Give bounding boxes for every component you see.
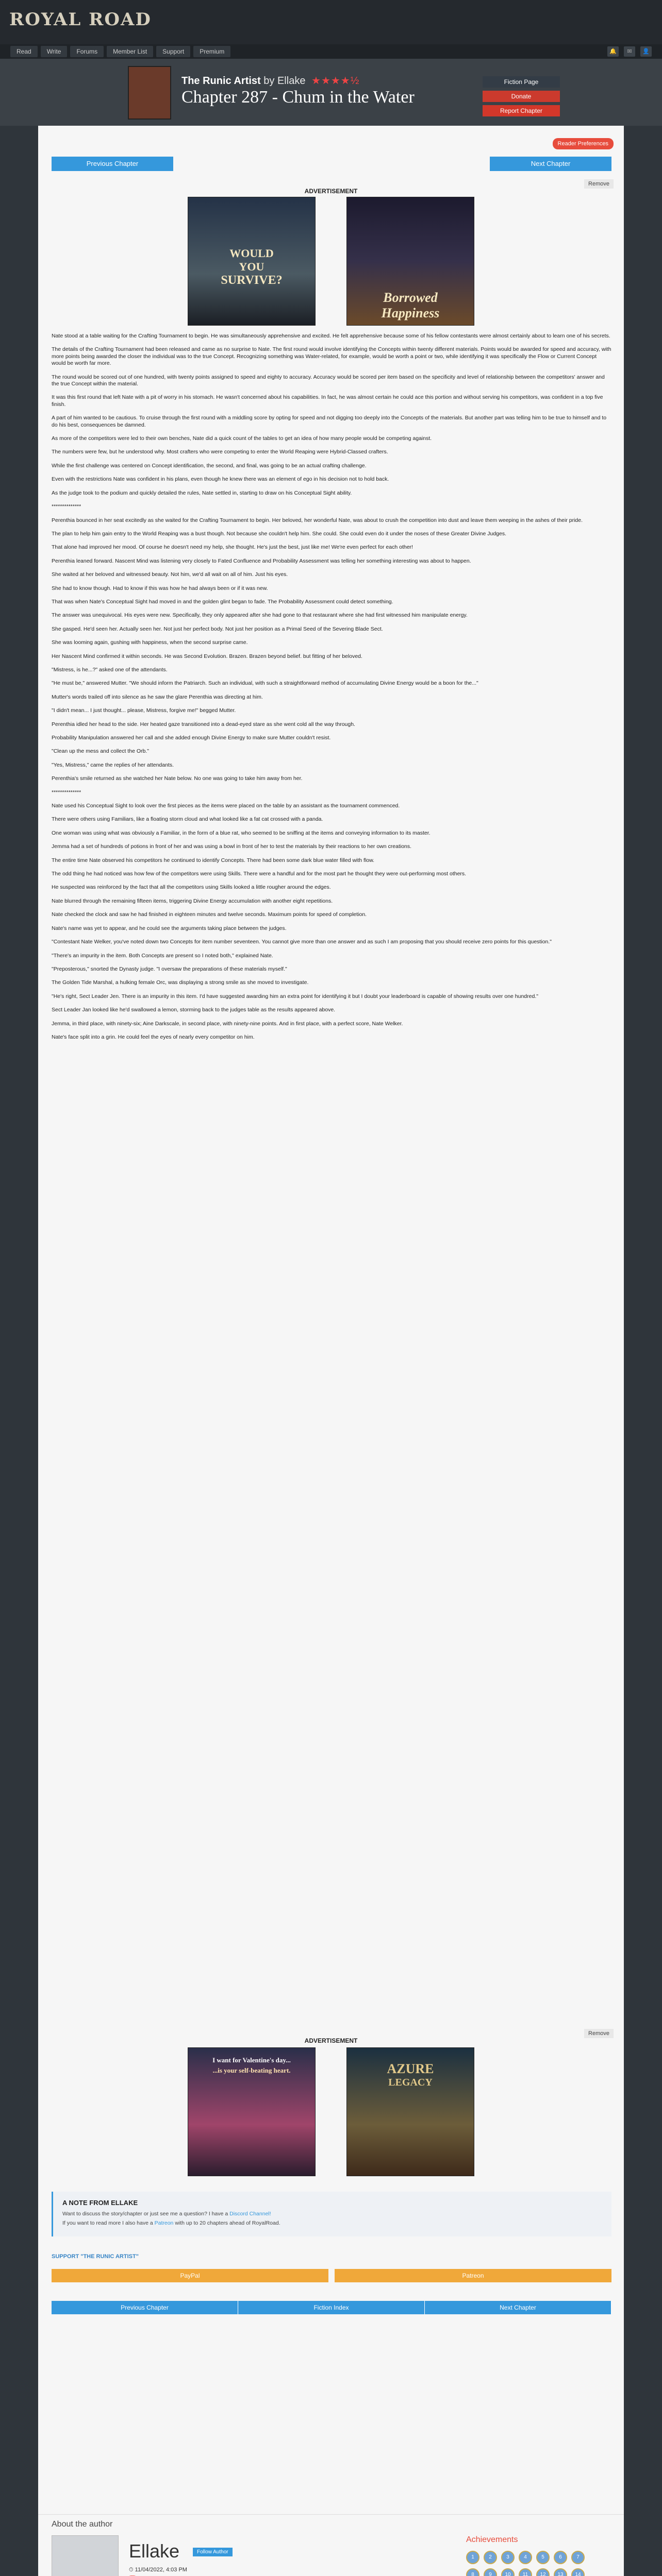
chapter-paragraph: She had to know though. Had to know if this was how he had always been or if it was new. <box>52 585 268 591</box>
chapter-paragraph: "Mistress, is he...?" asked one of the attendants. <box>52 666 168 673</box>
achievement-medal-icon[interactable]: 5 <box>536 2551 550 2564</box>
chapter-paragraph: While the first challenge was centered on Concept identification, the second, and final, was going to be an actual crafting challenge. <box>52 462 367 469</box>
chapter-paragraph: The numbers were few, but he understood why. Most crafters who were competing to enter the World Reaping were Hybrid-Classed crafters. <box>52 449 388 455</box>
chapter-paragraph: Nate's face split into a grin. He could feel the eyes of nearly every competitor on him. <box>52 1033 255 1040</box>
chapter-paragraph: Her Nascent Mind confirmed it within seconds. He was Second Evolution. Brazen. Brazen beyond belief. but fitting of her beloved. <box>52 653 362 659</box>
top-bar <box>0 0 662 44</box>
chapter-paragraph: "Preposterous," snorted the Dynasty judge. "I oversaw the preparations of these materials myself." <box>52 965 287 972</box>
fiction-page-button[interactable]: Fiction Page <box>483 76 560 88</box>
chapter-paragraph: "He must be," answered Mutter. "We should inform the Patriarch. Such an individual, with such a straightforward method of accumulating Divine Energy would be a boon for the..." <box>52 680 478 687</box>
nav-premium[interactable]: Premium <box>193 46 230 57</box>
nav-write[interactable]: Write <box>41 46 68 57</box>
chapter-paragraph: One woman was using what was obviously a Familiar, in the form of a blue rat, who seemed to be sniffing at the items and conveying information to its master. <box>52 829 431 836</box>
chapter-paragraph: Nate blurred through the remaining fifteen items, triggering Divine Energy accumulation with another eight repetitions. <box>52 897 333 904</box>
fiction-header <box>0 59 662 126</box>
ad1-line1: WOULD <box>229 247 274 260</box>
achievement-medal-icon[interactable]: 2 <box>484 2551 497 2564</box>
about-author-heading: About the author <box>52 2520 113 2529</box>
author-joined: 11/04/2022, 4:03 PM <box>135 2567 187 2573</box>
main-nav <box>0 44 662 59</box>
clock-icon: ⏱ <box>129 2567 135 2573</box>
about-author <box>38 2514 624 2576</box>
previous-chapter-button[interactable]: Previous Chapter <box>52 157 173 171</box>
author-avatar[interactable] <box>52 2535 119 2576</box>
chapter-paragraph: Perenthia idled her head to the side. Her heated gaze transitioned into a dead-eyed stare as she went cold all the way through. <box>52 721 355 727</box>
nav-read[interactable]: Read <box>10 46 38 57</box>
patreon-button[interactable]: Patreon <box>335 2269 611 2282</box>
chapter-paragraph: A part of him wanted to be cautious. To cruise through the first round with a middling score by opting for speed and not digging too deeply into the Concepts of the materials. But another part was telling him to be true to himself and to do his best, consequences be damned. <box>52 415 607 428</box>
chapter-paragraph: The details of the Crafting Tournament had been released and came as no surprise to Nate. The first round would involve identifying the Concepts within twenty different materials. Points would be awarded for speed and accuracy, with more points being awarded the closer the individual was to the true Concept. Recognizing something was Water-related, for example, would be worth a point or two, while identifying it was specifically the Flow or Current Concept would be worth far more. <box>52 346 611 367</box>
achievement-medal-icon[interactable]: 13 <box>554 2568 567 2576</box>
bottom-previous-chapter[interactable]: Previous Chapter <box>52 2301 238 2314</box>
chapter-paragraph: He suspected was reinforced by the fact that all the competitors using Skills looked a little rougher around the edges. <box>52 884 331 891</box>
nav-forums[interactable]: Forums <box>70 46 104 57</box>
achievement-medal-icon[interactable]: 14 <box>571 2568 585 2576</box>
by-label: by <box>263 75 275 87</box>
author-name[interactable]: Ellake <box>129 2540 180 2562</box>
site-logo[interactable]: ROYAL ROAD <box>9 9 152 30</box>
chapter-paragraph: "Contestant Nate Welker, you've noted down two Concepts for item number seventeen. You cannot give more than one answer and as such I am proposing that you should receive zero points for this question." <box>52 939 552 945</box>
nav-member-list[interactable]: Member List <box>107 46 153 57</box>
chapter-paragraph: The round would be scored out of one hundred, with twenty points assigned to speed and eighty to accuracy. Accuracy would be scored per item based on the specificity and level of relationship between the competitors' answer and the true Concept within the material. <box>52 374 605 387</box>
ad1-line2: YOU <box>239 260 264 273</box>
remove-ads-button[interactable]: Remove <box>584 179 614 189</box>
mail-icon[interactable]: ✉ <box>624 46 635 57</box>
achievement-medal-icon[interactable]: 7 <box>571 2551 585 2564</box>
support-heading: SUPPORT "THE RUNIC ARTIST" <box>52 2253 139 2260</box>
ad4-line1: AZURE <box>387 2061 434 2076</box>
chapter-paragraph: The plan to help him gain entry to the World Reaping was a bust though. Not because she couldn't help him. She could. She could even do it under the noses of these Greater Divine Judges. <box>52 530 507 537</box>
bell-icon[interactable]: 🔔 <box>607 46 619 57</box>
ad3-line2: ...is your self-beating heart. <box>212 2066 291 2074</box>
author-info <box>129 2565 190 2576</box>
ad-banner-borrowed-happiness[interactable] <box>346 197 474 326</box>
next-chapter-button[interactable]: Next Chapter <box>490 157 611 171</box>
chapter-paragraph: "I didn't mean... I just thought... please, Mistress, forgive me!" begged Mutter. <box>52 707 236 714</box>
nav-support[interactable]: Support <box>156 46 190 57</box>
fiction-cover[interactable] <box>128 66 171 120</box>
chapter-paragraph: The Golden Tide Marshal, a hulking female Orc, was displaying a strong smile as she moved to investigate. <box>52 979 309 986</box>
ad2-line2: Happiness <box>381 306 440 320</box>
chapter-paragraph: The answer was unequivocal. His eyes were new. Specifically, they only appeared after she had gone to that restaurant where she had first witnessed him manipulate energy. <box>52 612 468 619</box>
follow-author-badge[interactable]: Follow Author <box>193 2548 233 2556</box>
chapter-paragraph: The entire time Nate observed his competitors he continued to identify Concepts. There had been some dark blue water filled with flow. <box>52 857 375 863</box>
achievement-medal-icon[interactable]: 4 <box>519 2551 532 2564</box>
chapter-nav-bottom <box>52 2301 611 2314</box>
chapter-paragraph: ************** <box>52 789 81 795</box>
chapter-paragraph: "He's right, Sect Leader Jen. There is an impurity in this item. I'd have suggested awarding him an extra point for identifying it but I doubt your leaderboard is capable of showing results over one hundred." <box>52 993 538 999</box>
chapter-body <box>52 333 611 1047</box>
chapter-paragraph: There were others using Familiars, like a floating storm cloud and what looked like a fat cat crossed with a panda. <box>52 816 323 823</box>
ad-label-2: ADVERTISEMENT <box>304 2037 358 2044</box>
bottom-fiction-index[interactable]: Fiction Index <box>238 2301 425 2314</box>
author-note <box>52 2192 611 2236</box>
support-buttons <box>52 2269 611 2282</box>
chapter-paragraph: The odd thing he had noticed was how few of the competitors were using Skills. There were a handful and for the most part he thought they were out-performing most others. <box>52 871 467 877</box>
patreon-link[interactable]: Patreon <box>154 2220 174 2226</box>
ad4-line2: LEGACY <box>388 2077 433 2088</box>
ad1-line3: SURVIVE? <box>221 274 283 287</box>
chapter-paragraph: Perenthia's smile returned as she watched her Nate below. No one was going to take him away from her. <box>52 775 303 782</box>
achievement-medal-icon[interactable]: 10 <box>501 2568 515 2576</box>
chapter-content <box>38 126 624 2514</box>
fiction-actions <box>483 76 560 120</box>
achievement-medal-icon[interactable]: 11 <box>519 2568 532 2576</box>
chapter-paragraph: ************** <box>52 503 81 510</box>
rating-stars: ★★★★½ <box>311 75 360 87</box>
achievement-medal-icon[interactable]: 3 <box>501 2551 515 2564</box>
achievement-medal-icon[interactable]: 1 <box>466 2551 479 2564</box>
chapter-paragraph: "Yes, Mistress," came the replies of her attendants. <box>52 761 174 768</box>
chapter-paragraph: Nate checked the clock and saw he had finished in eighteen minutes and twelve seconds. Maximum points for speed of completion. <box>52 911 367 918</box>
ad2-line1: Borrowed <box>383 290 438 305</box>
achievement-medal-icon[interactable]: 9 <box>484 2568 497 2576</box>
chapter-paragraph: Jemma, in third place, with ninety-six; Aine Darkscale, in second place, with ninety-nine points. And in first place, with a perfect score, Nate Welker. <box>52 1020 403 1027</box>
chapter-paragraph: Perenthia bounced in her seat excitedly as she waited for the Crafting Tournament to begin. Her beloved, her wonderful Nate, was about to crush the competition into dust and leave them weeping in the ashes of their pride. <box>52 517 583 523</box>
chapter-paragraph: As more of the competitors were led to their own benches, Nate did a quick count of the tables to get an idea of how many people would be competing against. <box>52 435 432 442</box>
chapter-paragraph: "Clean up the mess and collect the Orb." <box>52 748 149 755</box>
achievement-medal-icon[interactable]: 8 <box>466 2568 479 2576</box>
chapter-paragraph: It was this first round that left Nate with a pit of worry in his stomach. He wasn't concerned about his capabilities. In fact, he was almost certain he could ace this portion and without serving his competitors, was confident in a top five finish. <box>52 394 603 408</box>
chapter-paragraph: Nate used his Conceptual Sight to look over the first pieces as the items were placed on the table by an assistant as the tournament commenced. <box>52 803 400 809</box>
user-icon[interactable]: 👤 <box>640 46 652 57</box>
chapter-paragraph: Jemma had a set of hundreds of potions in front of her and was using a bowl in front of her to test the materials by their reactions to her own creations. <box>52 843 412 850</box>
ad3-line1: I want for Valentine's day... <box>212 2056 291 2064</box>
chapter-paragraph: Nate stood at a table waiting for the Crafting Tournament to begin. He was simultaneously apprehensive and excited. He felt apprehensive because some of his fellow contestants were almost certainly about to learn one of his secrets. <box>52 333 610 339</box>
chapter-paragraph: Perenthia leaned forward. Nascent Mind was listening very closely to Fated Confluence and Probability Assessment was telling her something interesting was about to happen. <box>52 557 471 564</box>
reader-preferences-button[interactable]: Reader Preferences <box>553 138 614 149</box>
discord-link[interactable]: Discord Channel! <box>229 2211 271 2217</box>
remove-ads-button-2[interactable]: Remove <box>584 2029 614 2038</box>
ad-banner-valentine[interactable] <box>188 2047 316 2176</box>
chapter-paragraph: Probability Manipulation answered her call and she added enough Divine Energy to make sure Mutter couldn't resist. <box>52 735 331 741</box>
achievement-medals <box>466 2551 600 2576</box>
chapter-title: Chapter 287 - Chum in the Water <box>181 88 415 107</box>
chapter-paragraph: She waited at her beloved and witnessed beauty. Not him, we'd all wait on all of him. Just his eyes. <box>52 571 288 578</box>
fiction-title[interactable]: The Runic Artist <box>181 75 261 87</box>
chapter-paragraph: "There's an impurity in the item. Both Concepts are present so I noted both," explained Nate. <box>52 952 273 959</box>
donate-button[interactable]: Donate <box>483 91 560 102</box>
chapter-paragraph: As the judge took to the podium and quickly detailed the rules, Nate settled in, starting to draw on his Conceptual Sight ability. <box>52 489 352 496</box>
ad-banner-survive[interactable] <box>188 197 316 326</box>
chapter-paragraph: Nate's name was yet to appear, and he could see the arguments taking place between the judges. <box>52 925 287 931</box>
achievement-medal-icon[interactable]: 12 <box>536 2568 550 2576</box>
bottom-next-chapter[interactable]: Next Chapter <box>425 2301 611 2314</box>
author-note-line1: Want to discuss the story/chapter or just see me a question? I have a Discord Channel! <box>62 2211 271 2217</box>
author-link[interactable]: Ellake <box>277 75 306 87</box>
author-note-heading: A NOTE FROM ELLAKE <box>62 2199 138 2207</box>
nav-user-tools <box>607 46 652 57</box>
fiction-title-line <box>181 74 359 87</box>
achievement-medal-icon[interactable]: 6 <box>554 2551 567 2564</box>
chapter-paragraph: Mutter's words trailed off into silence as he saw the glare Perenthia was directing at him. <box>52 693 263 700</box>
chapter-paragraph: Sect Leader Jan looked like he'd swallowed a lemon, storming back to the judges table as the results appeared above. <box>52 1007 336 1013</box>
ad-banner-azure-legacy[interactable] <box>346 2047 474 2176</box>
chapter-paragraph: Even with the restrictions Nate was confident in his plans, even though he knew there was an element of ego in his decision not to hold back. <box>52 476 389 483</box>
paypal-button[interactable]: PayPal <box>52 2269 328 2282</box>
chapter-paragraph: That was when Nate's Conceptual Sight had moved in and the golden glint began to fade. The Probability Assessment could detect something. <box>52 598 393 605</box>
achievements-heading: Achievements <box>466 2535 518 2544</box>
chapter-paragraph: That alone had improved her mood. Of course he doesn't need my help, she thought. He's just the best, just like me! We're even perfect for each other! <box>52 544 413 551</box>
ad-label: ADVERTISEMENT <box>304 188 358 195</box>
chapter-nav-top <box>52 157 611 171</box>
author-note-line2: If you want to read more I also have a Patreon with up to 20 chapters ahead of RoyalRoad. <box>62 2220 280 2226</box>
report-chapter-button[interactable]: Report Chapter <box>483 105 560 116</box>
chapter-paragraph: She gasped. He'd seen her. Actually seen her. Not just her perfect body. Not just her position as a Primal Seed of the Severing Blade Sect. <box>52 625 383 632</box>
chapter-paragraph: She was looming again, gushing with happiness, when the second surprise came. <box>52 639 248 646</box>
